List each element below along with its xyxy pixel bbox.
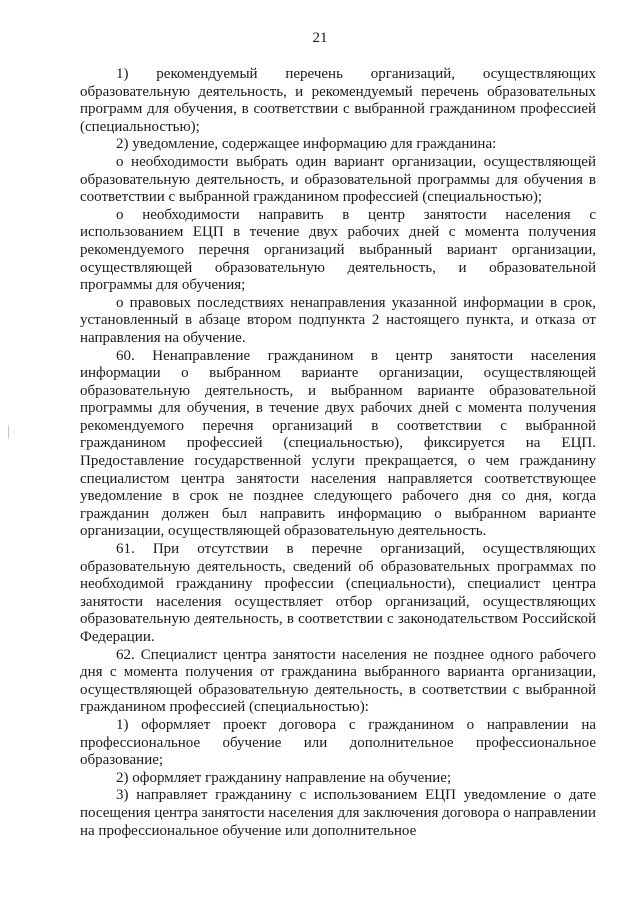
paragraph-clause-60: 60. Ненаправление гражданином в центр занятости населения информации о выбранном варианте организации, осуществляющей образовательную деятельность, и выбранном варианте образовательной программы для обучения, в течение двух рабочих дней с момента получения рекомендуемого перечня организаций в соответствии с выбранной гражданином профессией (специальностью), фиксируется на ЕЦП. Предоставление государственной услуги прекращается, о чем гражданину специалистом центра занятости населения направляется соответствующее уведомление в срок не позднее следующего рабочего дня со дня, когда гражданин должен был направить информацию о выбранном варианте организации, осуществляющей образовательную деятельность. — [80, 347, 596, 540]
document-body — [80, 66, 596, 840]
paragraph-choose-variant: о необходимости выбрать один вариант организации, осуществляющей образовательную деятельность, и образовательной программы для обучения в соответствии с выбранной гражданином профессией (специальностью); — [80, 153, 596, 206]
paragraph-send-variant: о необходимости направить в центр занятости населения с использованием ЕЦП в течение двух рабочих дней с момента получения рекомендуемого перечня организаций выбранный вариант организации, осуществляющей образовательную деятельность, и образовательной программы для обучения; — [80, 206, 596, 294]
paragraph-recommended-list: 1) рекомендуемый перечень организаций, осуществляющих образовательную деятельность, и рекомендуемый перечень образовательных программ для обучения, в соответствии с выбранной гражданином профессией (специальностью); — [80, 66, 596, 135]
paragraph-issue-referral: 2) оформляет гражданину направление на обучение; — [116, 769, 452, 786]
paragraph-send-notification: 3) направляет гражданину с использованием ЕЦП уведомление о дате посещения центра занятости населения для заключения договора о направлении на профессиональное обучение или дополнительное — [80, 787, 596, 839]
paragraph-legal-consequences: о правовых последствиях ненаправления указанной информации в срок, установленный в абзаце втором подпункта 2 настоящего пункта, и отказа от направления на обучение. — [80, 294, 596, 346]
paragraph-clause-61: 61. При отсутствии в перечне организаций, осуществляющих образовательную деятельность, сведений об образовательных программах по необходимой гражданину профессии (специальности), специалист центра занятости населения осуществляет отбор организаций, осуществляющих образовательную деятельность, в соответствии с законодательством Российской Федерации. — [80, 541, 596, 645]
page-number: 21 — [312, 30, 328, 46]
scan-artifact-mark — [8, 425, 9, 439]
paragraph-notification-intro: 2) уведомление, содержащее информацию для гражданина: — [116, 136, 497, 153]
paragraph-clause-62: 62. Специалист центра занятости населения не позднее одного рабочего дня с момента получения от гражданина выбранного варианта организации, осуществляющей образовательную деятельность, в соответствии с выбранной гражданином профессией (специальностью): — [80, 646, 596, 716]
paragraph-draft-contract: 1) оформляет проект договора с гражданином о направлении на профессиональное обучение или дополнительное профессиональное образование; — [80, 716, 596, 769]
